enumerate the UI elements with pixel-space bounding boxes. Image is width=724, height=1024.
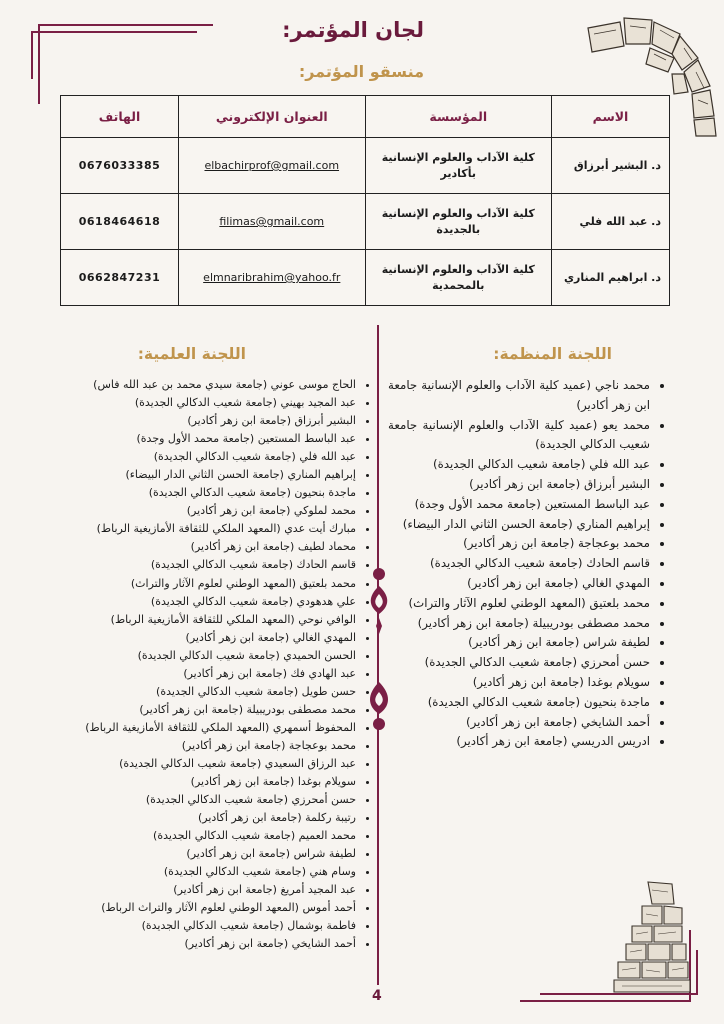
- list-item: • حسن طويل (جامعة شعيب الدكالي الجديدة): [36, 683, 356, 701]
- table-header-row: [61, 96, 670, 138]
- coordinator-institution: كلية الآداب والعلوم الإنسانية بأكادير: [365, 138, 551, 194]
- list-item: • محمد ناجي (عميد كلية الآداب والعلوم الإنسانية جامعة ابن زهر أكادير): [388, 376, 650, 416]
- list-item: • لطيفة شراس (جامعة ابن زهر أكادير): [36, 845, 356, 863]
- list-item: • ادريس الدريسي (جامعة ابن زهر أكادير): [388, 732, 650, 752]
- list-item: • عبد المجيد بهيني (جامعة شعيب الدكالي الجديدة): [36, 394, 356, 412]
- list-item: • محمد مصطفى بودريبيلة (جامعة ابن زهر أكادير): [36, 701, 356, 719]
- scientific-committee-title: اللجنة العلمية:: [137, 345, 246, 363]
- column-divider: [377, 325, 379, 985]
- list-item: • محمد بوعجاجة (جامعة ابن زهر أكادير): [36, 737, 356, 755]
- list-item: • إبراهيم المناري (جامعة الحسن الثاني الدار البيضاء): [36, 466, 356, 484]
- list-item: • البشير أبرزاق (جامعة ابن زهر أكادير): [36, 412, 356, 430]
- list-item: • المهدي الغالي (جامعة ابن زهر أكادير): [36, 629, 356, 647]
- frame-line: [38, 24, 213, 26]
- frame-line: [31, 31, 197, 33]
- list-item: • قاسم الحادك (جامعة شعيب الدكالي الجديدة): [388, 554, 650, 574]
- list-item: • محمد بوعجاجة (جامعة ابن زهر أكادير): [388, 534, 650, 554]
- coordinator-phone: 0662847231: [61, 250, 179, 306]
- frame-line: [38, 24, 40, 104]
- frame-line: [31, 31, 33, 79]
- list-item: • ماجدة بنحيون (جامعة شعيب الدكالي الجديدة): [388, 693, 650, 713]
- list-item: • محمد لملوكي (جامعة ابن زهر أكادير): [36, 502, 356, 520]
- column-header-name: الاسم: [552, 96, 670, 138]
- coordinator-name: د. ابراهيم المناري: [552, 250, 670, 306]
- list-item: • المحفوظ أسمهري (المعهد الملكي للثقافة الأمازيغية الرباط): [36, 719, 356, 737]
- list-item: • سويلام بوغدا (جامعة ابن زهر أكادير): [36, 773, 356, 791]
- coordinator-email: elbachirprof@gmail.com: [179, 138, 365, 194]
- list-item: • عبد الله فلي (جامعة شعيب الدكالي الجديدة): [36, 448, 356, 466]
- list-item: • مبارك أيت عدي (المعهد الملكي للثقافة الأمازيغية الرباط): [36, 520, 356, 538]
- list-item: • محمد مصطفى بودريبيلة (جامعة ابن زهر أكادير): [388, 614, 650, 634]
- list-item: • علي هدهودي (جامعة شعيب الدكالي الجديدة): [36, 593, 356, 611]
- list-item: • عبد الباسط المستعين (جامعة محمد الأول وجدة): [388, 495, 650, 515]
- scientific-committee-list: [36, 376, 372, 954]
- page-number: 4: [372, 988, 382, 1004]
- coordinators-table: [60, 95, 670, 306]
- list-item: • وسام هني (جامعة شعيب الدكالي الجديدة): [36, 863, 356, 881]
- list-item: • الحسن الحميدي (جامعة شعيب الدكالي الجديدة): [36, 647, 356, 665]
- frame-line: [696, 950, 698, 995]
- list-item: • محمد يعو (عميد كلية الآداب والعلوم الإنسانية جامعة شعيب الدكالي الجديدة): [388, 416, 650, 456]
- page-title: لجان المؤتمر:: [282, 18, 424, 42]
- coordinator-name: د. عبد الله فلي: [552, 194, 670, 250]
- list-item: • حسن أمحرزي (جامعة شعيب الدكالي الجديدة): [36, 791, 356, 809]
- list-item: • عبد الله فلي (جامعة شعيب الدكالي الجديدة): [388, 455, 650, 475]
- list-item: • المهدي الغالي (جامعة ابن زهر أكادير): [388, 574, 650, 594]
- coordinator-phone: 0618464618: [61, 194, 179, 250]
- list-item: • قاسم الحادك (جامعة شعيب الدكالي الجديدة): [36, 556, 356, 574]
- column-header-email: العنوان الإلكتروني: [179, 96, 365, 138]
- list-item: • البشير أبرزاق (جامعة ابن زهر أكادير): [388, 475, 650, 495]
- list-item: • محمد بلعتيق (المعهد الوطني لعلوم الآثار والتراث): [388, 594, 650, 614]
- column-header-phone: الهاتف: [61, 96, 179, 138]
- organizing-committee-list: [388, 376, 666, 752]
- coordinator-institution: كلية الآداب والعلوم الإنسانية بالجديدة: [365, 194, 551, 250]
- list-item: • حسن أمحرزي (جامعة شعيب الدكالي الجديدة): [388, 653, 650, 673]
- list-item: • أحمد أموس (المعهد الوطني لعلوم الآثار والتراث الرباط): [36, 899, 356, 917]
- list-item: • محماد لطيف (جامعة ابن زهر أكادير): [36, 538, 356, 556]
- list-item: • رتيبة ركلمة (جامعة ابن زهر أكادير): [36, 809, 356, 827]
- table-row: [61, 138, 670, 194]
- list-item: • إبراهيم المناري (جامعة الحسن الثاني الدار البيضاء): [388, 515, 650, 535]
- table-row: [61, 194, 670, 250]
- coordinators-heading: منسقو المؤتمر:: [298, 62, 424, 81]
- list-item: • محمد العميم (جامعة شعيب الدكالي الجديدة): [36, 827, 356, 845]
- ruin-illustration: [612, 880, 692, 995]
- coordinator-email: elmnaribrahim@yahoo.fr: [179, 250, 365, 306]
- list-item: • أحمد الشايخي (جامعة ابن زهر أكادير): [388, 713, 650, 733]
- list-item: • عبد الرزاق السعيدي (جامعة شعيب الدكالي الجديدة): [36, 755, 356, 773]
- coordinator-institution: كلية الآداب والعلوم الإنسانية بالمحمدية: [365, 250, 551, 306]
- list-item: • أحمد الشايخي (جامعة ابن زهر أكادير): [36, 935, 356, 953]
- coordinator-email: filimas@gmail.com: [179, 194, 365, 250]
- list-item: • لطيفة شراس (جامعة ابن زهر أكادير): [388, 633, 650, 653]
- list-item: • عبد الباسط المستعين (جامعة محمد الأول وجدة): [36, 430, 356, 448]
- coordinator-phone: 0676033385: [61, 138, 179, 194]
- list-item: • فاطمة بوشمال (جامعة شعيب الدكالي الجديدة): [36, 917, 356, 935]
- list-item: • محمد بلعتيق (المعهد الوطني لعلوم الآثار والتراث): [36, 575, 356, 593]
- list-item: • عبد الهادي فك (جامعة ابن زهر أكادير): [36, 665, 356, 683]
- column-header-institution: المؤسسة: [365, 96, 551, 138]
- list-item: • الحاج موسى عوني (جامعة سيدي محمد بن عبد الله فاس): [36, 376, 356, 394]
- organizing-committee-title: اللجنة المنظمة:: [493, 345, 612, 363]
- list-item: • سويلام بوغدا (جامعة ابن زهر أكادير): [388, 673, 650, 693]
- coordinator-name: د. البشير أبرزاق: [552, 138, 670, 194]
- frame-line: [520, 1000, 690, 1002]
- list-item: • عبد المجيد أمريغ (جامعة ابن زهر أكادير): [36, 881, 356, 899]
- table-row: [61, 250, 670, 306]
- list-item: • ماجدة بنحيون (جامعة شعيب الدكالي الجديدة): [36, 484, 356, 502]
- list-item: • الوافي نوحي (المعهد الملكي للثقافة الأمازيغية الرباط): [36, 611, 356, 629]
